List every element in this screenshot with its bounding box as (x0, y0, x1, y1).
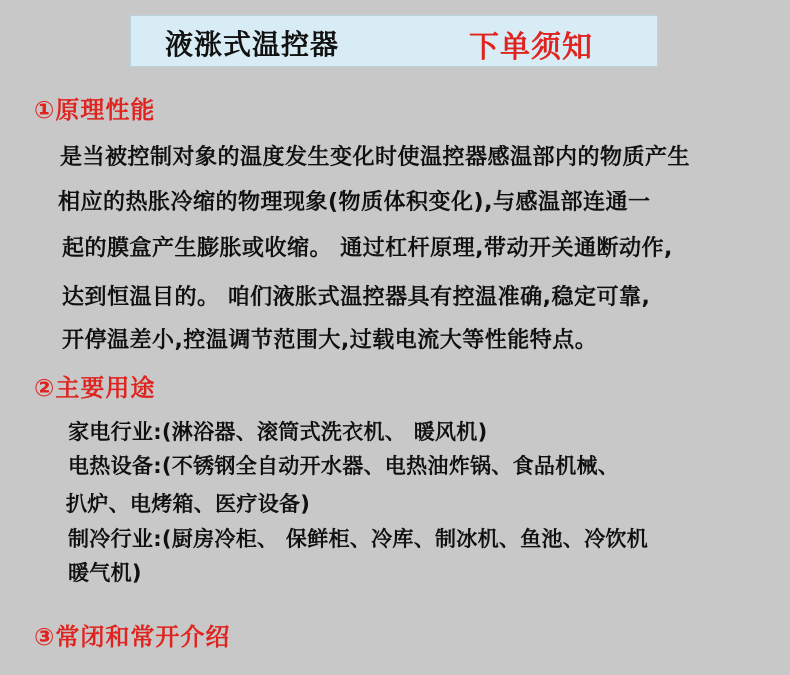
principle-line: 起的膜盒产生膨胀或收缩。 通过杠杆原理,带动开关通断动作, (62, 236, 673, 261)
section-heading-usage: ②主要用途 (34, 374, 156, 402)
principle-line: 是当被控制对象的温度发生变化时使温控器感温部内的物质产生 (60, 145, 691, 170)
section-heading-nc-no: ③常闭和常开介绍 (34, 623, 231, 651)
section-heading-principle: ①原理性能 (34, 96, 156, 124)
order-notice-title: 下单须知 (469, 30, 593, 65)
usage-line: 暖气机) (68, 561, 142, 585)
usage-line: 扒炉、电烤箱、医疗设备) (66, 492, 311, 516)
product-title: 液涨式温控器 (165, 28, 340, 61)
principle-line: 开停温差小,控温调节范围大,过载电流大等性能特点。 (62, 328, 598, 353)
usage-line: 家电行业:(淋浴器、滚筒式洗衣机、 暖风机) (68, 420, 488, 444)
principle-line: 相应的热胀冷缩的物理现象(物质体积变化),与感温部连通一 (58, 190, 651, 215)
title-banner (130, 15, 658, 67)
usage-line: 制冷行业:(厨房冷柜、 保鲜柜、冷库、制冰机、鱼池、冷饮机 (68, 527, 649, 551)
usage-line: 电热设备:(不锈钢全自动开水器、电热油炸锅、食品机械、 (68, 454, 620, 478)
principle-line: 达到恒温目的。 咱们液胀式温控器具有控温准确,稳定可靠, (62, 285, 651, 310)
